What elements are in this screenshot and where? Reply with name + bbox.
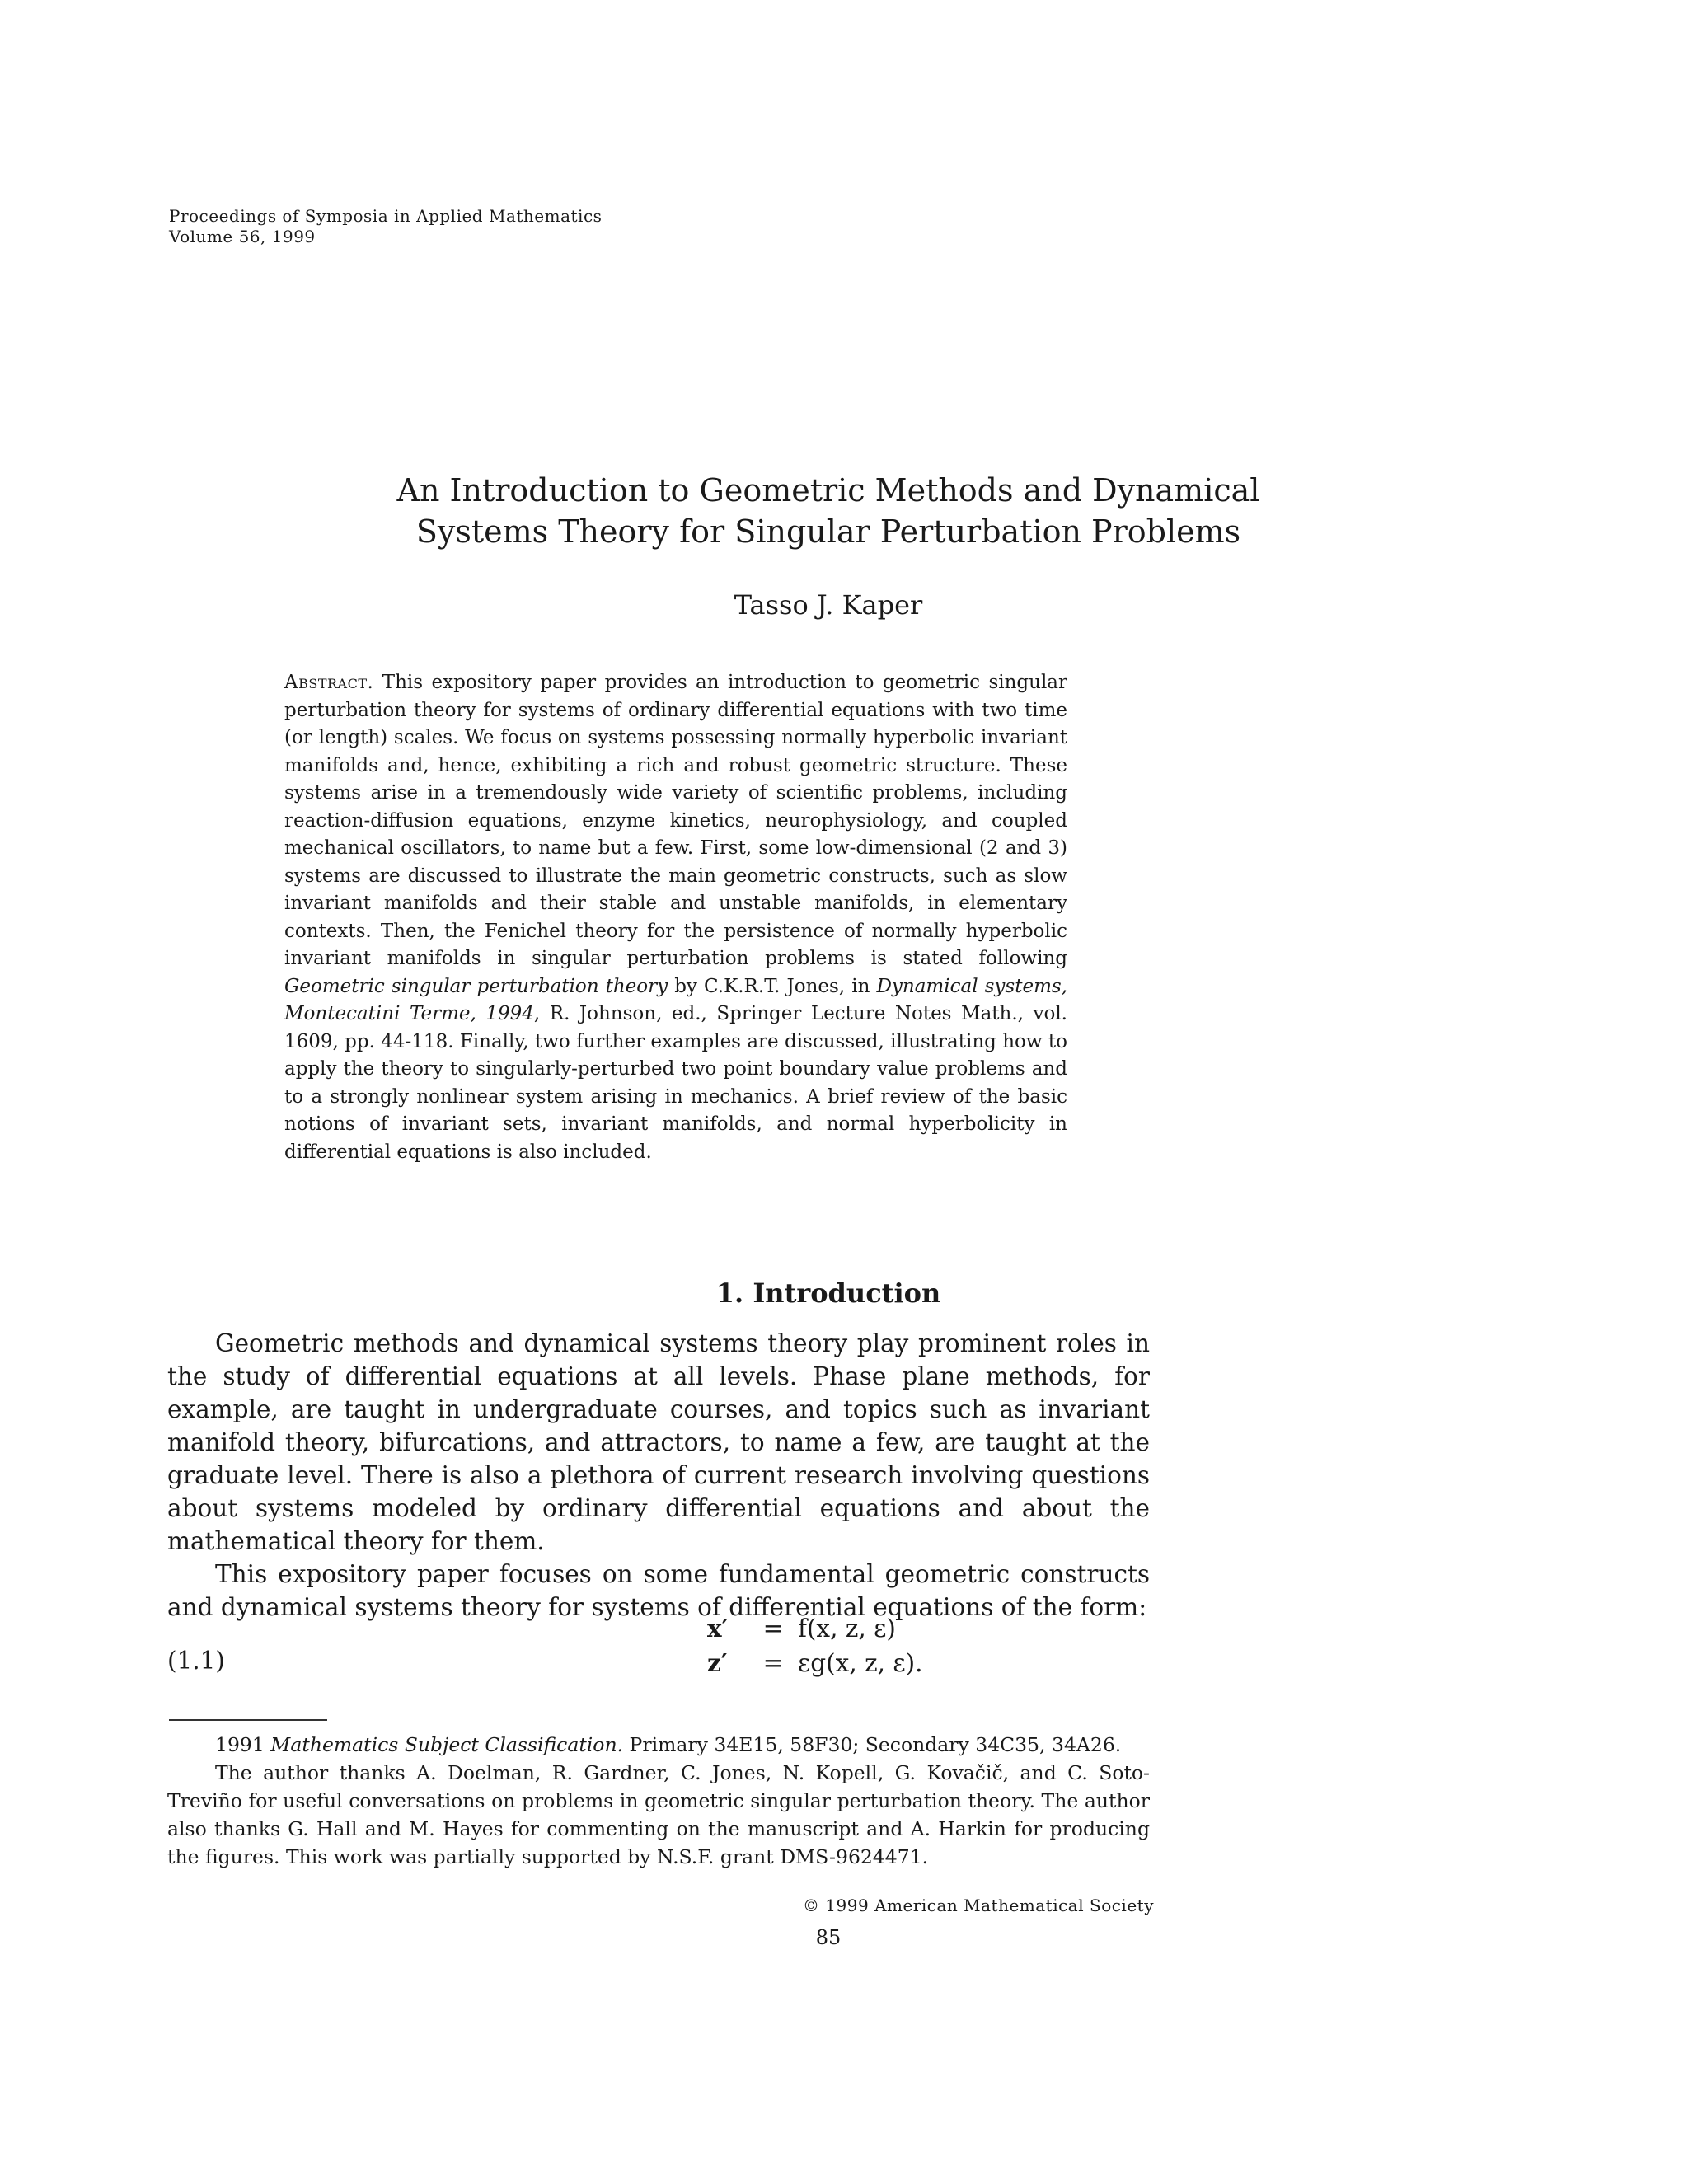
volume-info: Volume 56, 1999 xyxy=(169,227,316,246)
equation-1-1 xyxy=(167,1611,1150,1685)
msc-year: 1991 xyxy=(215,1733,265,1756)
equation-row-2-rhs: εg(x, z, ε). xyxy=(798,1649,923,1677)
footnote-divider xyxy=(169,1719,327,1721)
equation-row-1 xyxy=(707,1611,923,1646)
equation-row-2-equals: = xyxy=(762,1649,784,1677)
page-number: 85 xyxy=(815,1926,842,1949)
equation-number: (1.1) xyxy=(167,1647,225,1675)
abstract-text-2: by C.K.R.T. Jones, in xyxy=(674,975,870,997)
paragraph-2: This expository paper focuses on some fundamental geometric constructs and dynamical systems theory for systems of differential equations of the form: xyxy=(167,1560,1150,1621)
msc-label: Mathematics Subject Classification. xyxy=(270,1733,624,1756)
equation-row-1-equals: = xyxy=(762,1615,784,1643)
equation-row-1-lhs: x′ xyxy=(707,1614,729,1643)
equation-row-2-lhs: z′ xyxy=(707,1648,728,1677)
title-line-2: Systems Theory for Singular Perturbation Problems xyxy=(415,513,1241,550)
paper-title xyxy=(148,470,1508,552)
body-text xyxy=(167,1327,1150,1624)
journal-name: Proceedings of Symposia in Applied Mathematics xyxy=(169,206,603,226)
copyright-notice: © 1999 American Mathematical Society xyxy=(802,1896,1154,1915)
footnotes xyxy=(167,1731,1150,1871)
equation-row-2 xyxy=(707,1646,923,1680)
running-head xyxy=(169,206,602,247)
section-heading: 1. Introduction xyxy=(715,1277,941,1309)
abstract-italic-book: Dynamical systems, Montecatini Terme, 1994 xyxy=(284,975,1067,1024)
paragraph-1: Geometric methods and dynamical systems theory play prominent roles in the study of differential equations at all levels. Phase plane methods, for example, are taught in undergraduate courses, and topics such as invariant manifold theory, bifurcations, and attractors, to name a few, are taught at the graduate level. There is also a plethora of current research involving questions about systems modeled by ordinary differential equations and about the mathematical theory for them. xyxy=(167,1329,1150,1555)
abstract-italic-title: Geometric singular perturbation theory xyxy=(284,975,668,997)
author-name: Tasso J. Kaper xyxy=(734,589,923,621)
abstract-text-3: , R. Johnson, ed., Springer Lecture Notes Math., vol. 1609, pp. 44-118. Finally, two further examples are discussed, illustrating how to apply the theory to singularly-perturbed two point boundary value problems and to a strongly nonlinear system arising in mechanics. A brief review of the basic notions of invariant sets, invariant manifolds, and normal hyperbolicity in differential equations is also included. xyxy=(284,1003,1067,1163)
footnote-msc xyxy=(167,1731,1150,1759)
abstract-label: Abstract. xyxy=(284,672,374,693)
title-line-1: An Introduction to Geometric Methods and Dynamical xyxy=(396,472,1260,509)
footnote-thanks: The author thanks A. Doelman, R. Gardner, C. Jones, N. Kopell, G. Kovačič, and C. Soto-Treviño for useful conversations on problems in geometric singular perturbation theory. The author also thanks G. Hall and M. Hayes for commenting on the manuscript and A. Harkin for producing the figures. This work was partially supported by N.S.F. grant DMS-9624471. xyxy=(167,1761,1150,1868)
abstract xyxy=(284,669,1067,1166)
equation-rows xyxy=(707,1611,923,1680)
abstract-text-1: This expository paper provides an introduction to geometric singular perturbation theory for systems of ordinary differential equations with two time (or length) scales. We focus on systems possessing normally hyperbolic invariant manifolds and, hence, exhibiting a rich and robust geometric structure. These systems arise in a tremendously wide variety of scientific problems, including reaction-diffusion equations, enzyme kinetics, neurophysiology, and coupled mechanical oscillators, to name but a few. First, some low-dimensional (2 and 3) systems are discussed to illustrate the main geometric constructs, such as slow invariant manifolds and their stable and unstable manifolds, in elementary contexts. Then, the Fenichel theory for the persistence of normally hyperbolic invariant manifolds in singular perturbation problems is stated following xyxy=(284,672,1068,969)
equation-row-1-rhs: f(x, z, ε) xyxy=(798,1615,896,1643)
msc-codes: Primary 34E15, 58F30; Secondary 34C35, 34A26. xyxy=(629,1733,1122,1756)
